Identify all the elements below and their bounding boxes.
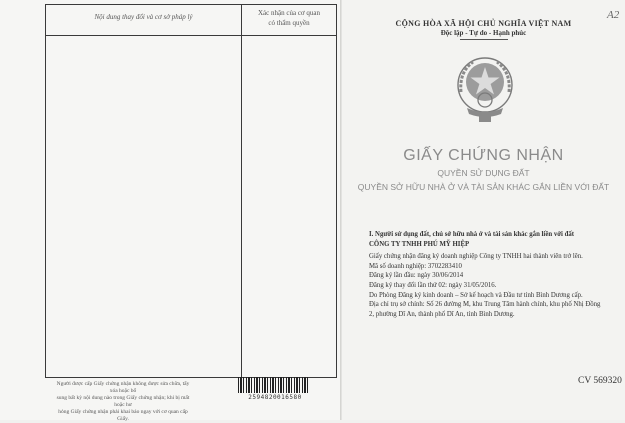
address-line2: 2, phường Dĩ An, thành phố Dĩ An, tỉnh Bình Dương. bbox=[369, 310, 515, 318]
national-motto: Độc lập - Tự do - Hạnh phúc bbox=[440, 29, 527, 37]
corner-mark: A2 bbox=[607, 9, 620, 21]
national-emblem-icon bbox=[455, 54, 515, 128]
table-column-divider bbox=[241, 5, 242, 377]
column-header-authority bbox=[242, 8, 336, 28]
certificate-subtitle-property: QUYỀN SỞ HỮU NHÀ Ở VÀ TÀI SẢN KHÁC GẮN LIỀN VỚI ĐẤT bbox=[357, 182, 610, 192]
tax-code: Mã số doanh nghiệp: 3702283410 bbox=[369, 262, 462, 270]
first-registration-date: Đăng ký lần đầu: ngày 30/06/2014 bbox=[369, 272, 464, 280]
business-registration: Giấy chứng nhận đăng ký doanh nghiệp Công ty TNHH hai thành viên trở lên. bbox=[369, 253, 583, 261]
issuing-authority: Do Phòng Đăng ký kinh doanh – Sở kế hoạch và Đầu tư tỉnh Bình Dương cấp. bbox=[369, 291, 583, 299]
column-header-changes: Nội dung thay đổi và cơ sở pháp lý bbox=[94, 13, 193, 21]
authority-header-line1: Xác nhận của cơ quan bbox=[257, 9, 320, 17]
address-line1: Địa chỉ trụ sở chính: Số 26 đường M, khu Trung Tâm hành chính, khu phố Nhị Đồng bbox=[369, 301, 601, 309]
footnote bbox=[54, 381, 192, 423]
table-header-divider bbox=[46, 35, 336, 36]
barcode bbox=[238, 377, 310, 393]
footnote-line3: hỏng Giấy chứng nhận phải khai báo ngay với cơ quan cấp Giấy. bbox=[58, 409, 188, 422]
footnote-line2: sung bất kỳ nội dung nào trong Giấy chứng nhận; khi bị mất hoặc hư bbox=[56, 395, 190, 408]
nation-name: CỘNG HÒA XÃ HỘI CHỦ NGHĨA VIỆT NAM bbox=[395, 19, 572, 28]
owner-section-heading: I. Người sử dụng đất, chủ sở hữu nhà ở và tài sản khác gắn liền với đất bbox=[369, 231, 575, 238]
serial-number: CV 569320 bbox=[578, 376, 622, 386]
motto-underline bbox=[460, 39, 508, 40]
authority-header-line2: có thẩm quyền bbox=[268, 19, 310, 27]
certificate-title: GIẤY CHỨNG NHẬN bbox=[403, 147, 564, 164]
owner-section bbox=[369, 230, 625, 319]
changes-table bbox=[45, 4, 337, 378]
barcode-number: 2594820016580 bbox=[248, 394, 302, 401]
right-page bbox=[342, 0, 625, 420]
change-registration-date: Đăng ký thay đổi lần thứ 02: ngày 31/05/2016. bbox=[369, 281, 497, 289]
certificate-subtitle-land: QUYỀN SỬ DỤNG ĐẤT bbox=[437, 168, 530, 178]
owner-company-name: CÔNG TY TNHH PHÚ MỸ HIỆP bbox=[369, 240, 470, 248]
footnote-line1: Người được cấp Giấy chứng nhận không được sửa chữa, tẩy xóa hoặc bổ bbox=[56, 381, 190, 394]
